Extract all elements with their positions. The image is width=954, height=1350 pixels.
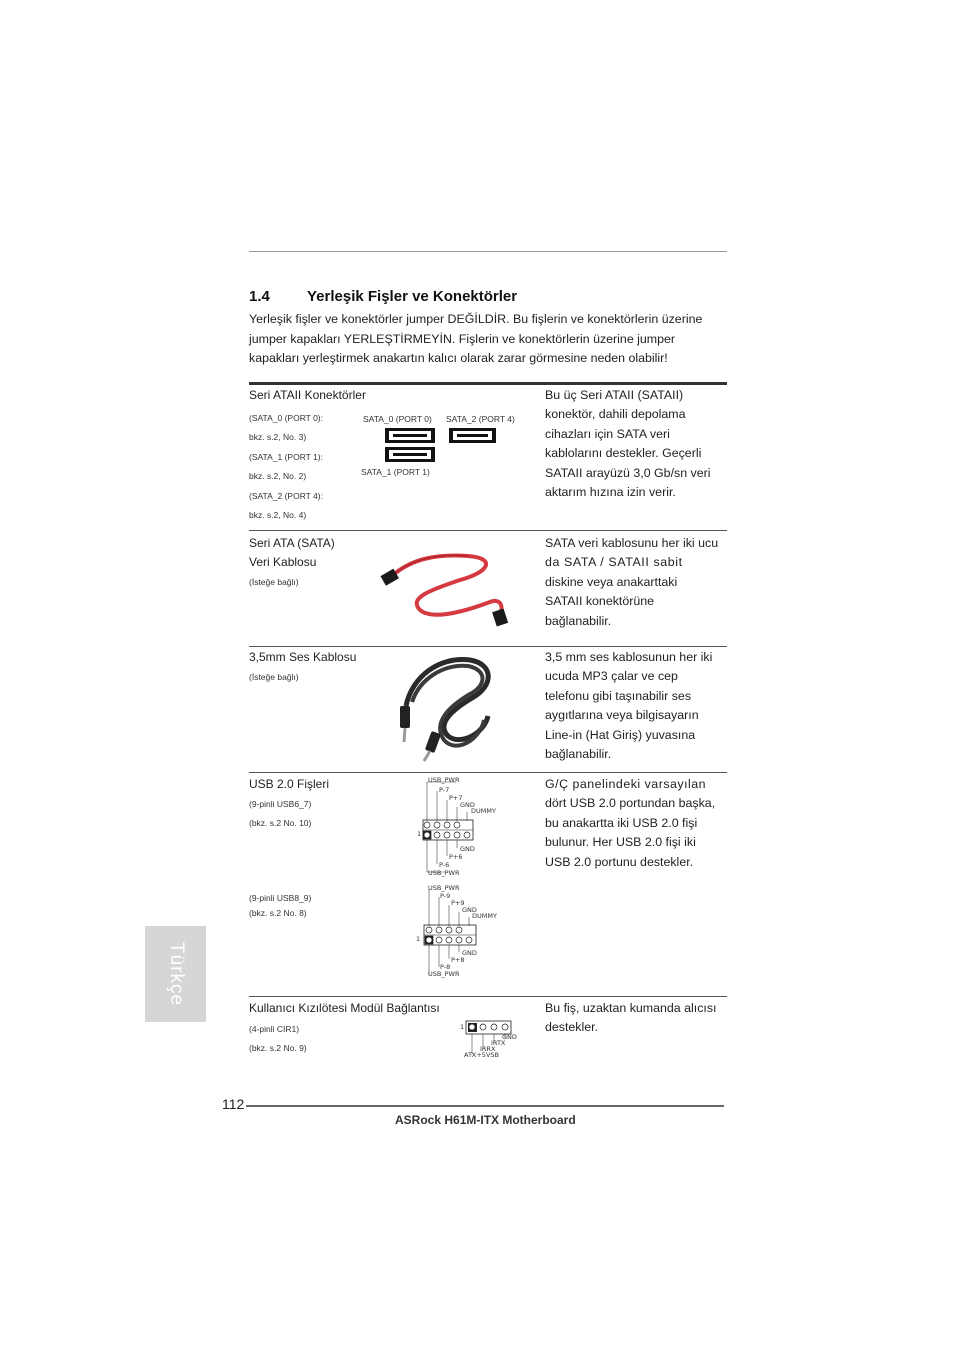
desc-line: USB 2.0 portunu destekler. [545, 854, 694, 869]
optional-note: (İsteğe bağlı) [249, 577, 299, 587]
pin-label: USB_PWR [428, 970, 460, 978]
sata-connectors-diagram [380, 424, 500, 466]
pin-label: DUMMY [471, 807, 496, 815]
desc-line: G/Ç panelindeki varsayılan [545, 777, 707, 791]
sata-cable-label: Seri ATA (SATA) [249, 536, 335, 550]
pin-label: P+9 [451, 899, 465, 907]
usb67-pin-diagram [416, 776, 506, 876]
desc-line: 3,5 mm ses kablosunun her iki [545, 650, 713, 664]
pin-label: USB_PWR [428, 884, 460, 892]
sata-refs [249, 409, 323, 525]
sata-ref: bkz. s.2, No. 2) [249, 471, 307, 482]
cir-description [545, 999, 730, 1038]
sata-port4-connector [449, 428, 496, 443]
desc-line: Line-in (Hat Giriş) yuvasına [545, 727, 696, 742]
sata-cable-description [545, 534, 730, 631]
intro-line: Yerleşik fişler ve konektörler jumper DEĞİLDİR. Bu fişlerin ve konektörlerin üzerine [249, 312, 703, 326]
footer-rule [246, 1105, 724, 1107]
intro-paragraph [249, 310, 729, 369]
sata-ref: (SATA_2 (PORT 4): [249, 490, 324, 501]
desc-line: destekler. [545, 1020, 599, 1035]
pin-label: P+7 [449, 794, 463, 802]
desc-line: konektör, dahili depolama [545, 407, 686, 422]
desc-line: Bu üç Seri ATAII (SATAII) [545, 388, 684, 402]
sata-port4-label: SATA_2 (PORT 4) [446, 414, 515, 424]
optional-note: (İsteğe bağlı) [249, 672, 299, 682]
desc-line: bu anakartta iki USB 2.0 fişi [545, 815, 698, 830]
usb-ref: (9-pinli USB6_7) [249, 799, 312, 809]
cir-ref: (bkz. s.2 No. 9) [249, 1043, 307, 1053]
section-heading [249, 288, 517, 305]
sata-ref: bkz. s.2, No. 3) [249, 432, 307, 443]
row-divider [249, 646, 727, 647]
usb89-pin-diagram [416, 883, 506, 983]
page-number: 112 [222, 1096, 245, 1112]
pin-label: DUMMY [472, 912, 497, 920]
usb-ref: (9-pinli USB8_9) [249, 893, 312, 903]
pin-label: IRRX [480, 1045, 496, 1053]
usb-ref: (bkz. s.2 No. 10) [249, 818, 312, 828]
audio-cable-image [390, 650, 500, 762]
pin-label: P-9 [440, 892, 451, 900]
pin-label: USB_PWR [428, 869, 460, 877]
pin-label: USB_PWR [428, 776, 460, 784]
section-number: 1.4 [249, 288, 270, 305]
desc-line: telefonu gibi taşınabilir ses [545, 688, 692, 703]
footer-title: ASRock H61M-ITX Motherboard [395, 1113, 576, 1127]
section-title: Yerleşik Fişler ve Konektörler [307, 288, 518, 305]
intro-line: jumper kapakları YERLEŞTİRMEYİN. Fişlerin ve konektörlerin üzerine jumper [249, 331, 676, 346]
pin-label: P-7 [439, 786, 450, 794]
intro-line: kapakları yerleştirmek anakartın kalıcı olarak zarar görmesine neden olabilir! [249, 351, 668, 365]
pin-label: GND [460, 845, 475, 853]
desc-line: Bu fiş, uzaktan kumanda alıcısı [545, 1001, 717, 1015]
row-divider [249, 530, 727, 531]
sata-description [545, 386, 730, 502]
pin-label: ATX+5VSB [464, 1051, 499, 1059]
sata-ref: bkz. s.2, No. 4) [249, 510, 307, 521]
sata-port0-connector [385, 428, 435, 443]
sata-port0-label: SATA_0 (PORT 0) [363, 414, 432, 424]
pin-label: P+6 [449, 853, 463, 861]
desc-line: aygıtlarına veya bilgisayarın [545, 708, 699, 723]
pin-label: IRTX [491, 1039, 506, 1047]
desc-line: dört USB 2.0 portundan başka, [545, 796, 716, 811]
pin-label: GND [462, 949, 477, 957]
desc-line: SATA veri kablosunu her iki ucu [545, 536, 719, 550]
pin-label: P-8 [440, 963, 451, 971]
desc-line: diskine veya anakarttaki [545, 574, 678, 589]
language-tab [145, 926, 206, 1022]
desc-line: SATAII arayüzü 3,0 Gb/sn veri [545, 465, 711, 480]
desc-line: bağlanabilir. [545, 613, 612, 628]
pin-label: GND [462, 906, 477, 914]
pin-label: GND [460, 801, 475, 809]
desc-line: cihazları için SATA veri [545, 426, 670, 441]
pin-one-label: 1 [417, 830, 422, 838]
language-tab-label: Türkçe [165, 941, 187, 1007]
sata-ref: (SATA_1 (PORT 1): [249, 451, 324, 462]
desc-line: kablolarını destekler. Geçerli [545, 446, 702, 461]
row-divider [249, 996, 727, 997]
sata-cable-image [378, 550, 518, 632]
pin-one-label: 1 [416, 935, 421, 943]
desc-line: da SATA / SATAII sabit [545, 555, 683, 570]
audio-cable-description [545, 648, 730, 764]
desc-line: SATAII konektörüne [545, 594, 655, 609]
cir-label: Kullanıcı Kızılötesi Modül Bağlantısı [249, 1001, 440, 1015]
pin-label: P+8 [451, 956, 465, 964]
desc-line: bağlanabilir. [545, 747, 612, 762]
pin-one-label: 1 [460, 1023, 465, 1031]
sata-label: Seri ATAII Konektörler [249, 388, 366, 402]
row-divider [249, 772, 727, 773]
desc-line: aktarım hızına izin verir. [545, 485, 676, 500]
sata-cable-label-2: Veri Kablosu [249, 555, 317, 569]
sata-ref: (SATA_0 (PORT 0): [249, 413, 324, 423]
top-rule [249, 251, 727, 252]
table-top-rule [249, 382, 727, 385]
usb-description [545, 775, 730, 872]
usb-ref: (bkz. s.2 No. 8) [249, 908, 307, 918]
desc-line: ucuda MP3 çalar ve cep [545, 669, 678, 684]
sata-port1-connector [385, 447, 435, 462]
sata-port1-label: SATA_1 (PORT 1) [361, 467, 430, 477]
cir-pin-diagram [460, 1019, 530, 1061]
cir-ref: (4-pinli CIR1) [249, 1024, 300, 1034]
desc-line: bulunur. Her USB 2.0 fişi iki [545, 835, 696, 850]
audio-cable-label: 3,5mm Ses Kablosu [249, 650, 357, 664]
pin-label: GND [502, 1033, 517, 1041]
usb-label: USB 2.0 Fişleri [249, 777, 330, 791]
pin-label: P-6 [439, 861, 450, 869]
